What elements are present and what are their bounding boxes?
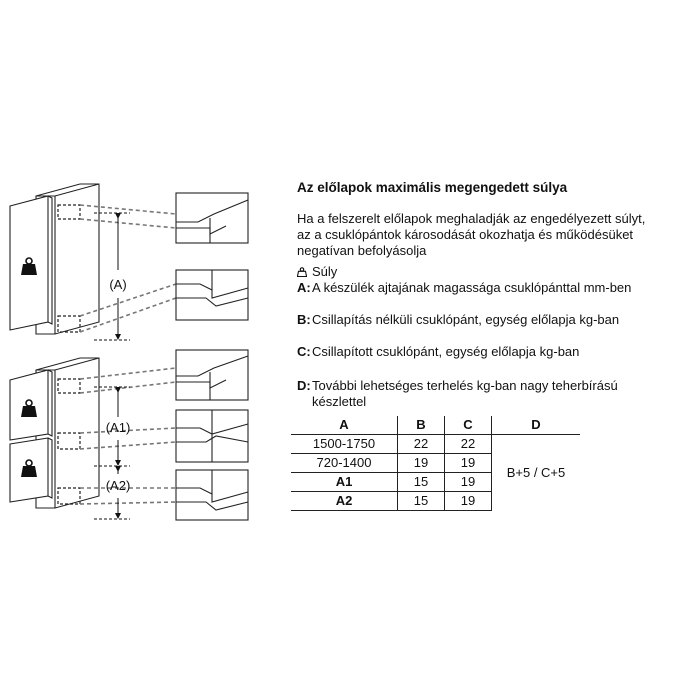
hinge-detail-lower [176,470,248,520]
table-header: C [445,416,492,435]
legend-b-text: Csillapítás nélküli csuklópánt, egység előlapja kg-ban [312,312,620,327]
table-cell: 19 [398,454,445,473]
legend-d-key: D: [297,378,311,393]
weight-icon [297,267,307,277]
legend-weight [297,264,657,280]
table-header: A [291,416,398,435]
legend-c [297,344,657,360]
label-a1: (A1) [105,420,131,435]
legend-d-text: További lehetséges terhelés kg-ban nagy teherbírású készlettel [312,378,618,409]
table-row [291,435,580,454]
table-cell: 720-1400 [291,454,398,473]
table-cell: A1 [291,473,398,492]
table-cell: A2 [291,492,398,511]
table-header: B [398,416,445,435]
hinge-detail-upper [176,350,248,400]
table-cell: 1500-1750 [291,435,398,454]
hinge-detail-bottom [176,270,248,320]
table-header: D [492,416,581,435]
hinge-diagram [0,0,290,700]
legend-c-text: Csillapított csuklópánt, egység előlapja kg-ban [312,344,580,359]
legend-a-key: A: [297,280,311,295]
table-cell-d: B+5 / C+5 [492,435,581,511]
legend-b [297,312,657,328]
table-cell: 19 [445,454,492,473]
intro-text: Ha a felszerelt előlapok meghaladják az engedélyezett súlyt, az a csuklópántok károsodását okozhatja és működésüket negatívan befolyásolja [297,211,646,258]
hinge-detail-middle [176,410,248,462]
table-cell: 22 [398,435,445,454]
legend-a [297,280,657,296]
legend-b-key: B: [297,312,311,327]
table-cell: 19 [445,473,492,492]
weight-table [291,416,580,511]
page-title: Az előlapok maximális megengedett súlya [297,180,568,195]
hinge-detail-top [176,193,248,243]
table-cell: 19 [445,492,492,511]
legend-weight-label: Súly [312,264,338,279]
table-cell: 22 [445,435,492,454]
table-header-row [291,416,580,435]
table-cell: 15 [398,492,445,511]
legend-a-text: A készülék ajtajának magassága csuklópánttal mm-ben [312,280,632,295]
legend-c-key: C: [297,344,311,359]
legend-d [297,378,657,410]
label-a: (A) [109,277,127,292]
label-a2: (A2) [105,478,131,493]
table-cell: 15 [398,473,445,492]
